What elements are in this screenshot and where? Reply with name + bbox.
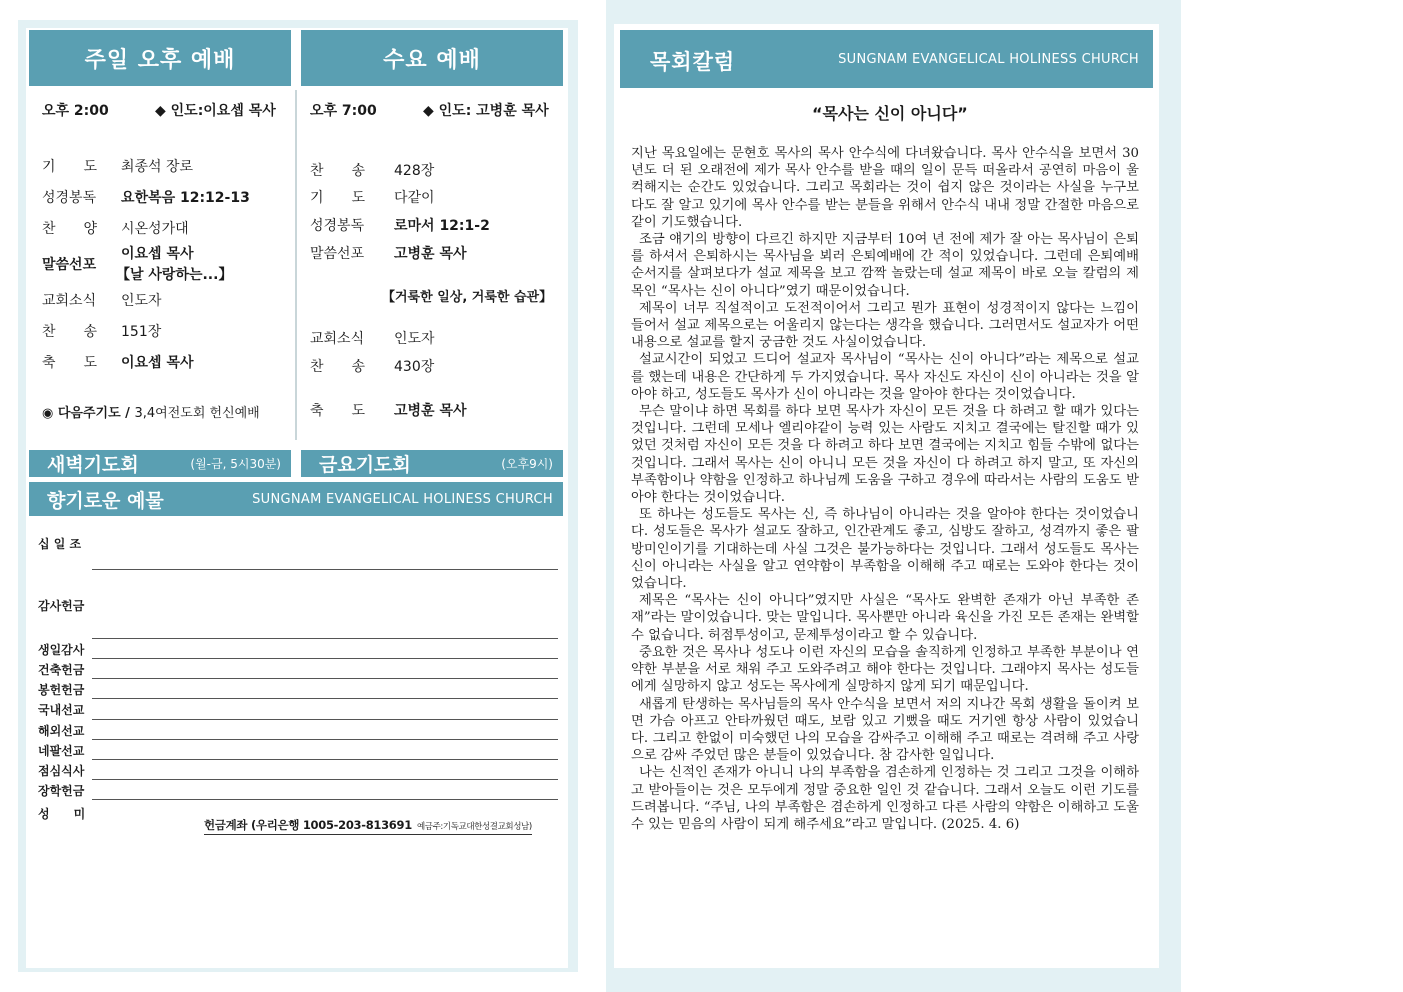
- order-value: 428장: [394, 163, 435, 179]
- friday-prayer-title: 금요기도회: [319, 454, 411, 476]
- order-label: 말씀선포: [310, 246, 365, 262]
- offering-label: 해외선교: [38, 724, 85, 738]
- offering-line: [92, 678, 558, 679]
- order-value: 이요셉 목사: [121, 246, 194, 262]
- order-value: 고병훈 목사: [394, 246, 467, 262]
- wednesday-leader: ◆ 인도: 고병훈 목사: [423, 103, 549, 119]
- column-title: 목회칼럼: [650, 50, 736, 74]
- sunday-pm-time: 오후 2:00: [42, 103, 109, 119]
- order-value: 이요셉 목사: [121, 355, 194, 371]
- order-label: 성경봉독: [42, 190, 97, 206]
- sunday-pm-title: 주일 오후 예배: [84, 47, 236, 73]
- offerings-title: 향기로운 예물: [47, 489, 164, 512]
- wednesday-header: [301, 30, 563, 86]
- order-label: 교회소식: [310, 331, 365, 347]
- offering-line: [92, 719, 558, 720]
- order-value: 151장: [121, 324, 162, 340]
- order-label: 교회소식: [42, 293, 97, 309]
- friday-prayer-time: (오후9시): [501, 457, 553, 471]
- offering-label: 네팔선교: [38, 744, 85, 758]
- order-label: 기 도: [42, 159, 98, 175]
- order-value: 고병훈 목사: [394, 403, 467, 419]
- column-headline: “목사는 신이 아니다”: [812, 104, 968, 123]
- offering-label: 건축헌금: [38, 663, 85, 677]
- column-paragraph: 제목은 “목사는 신이 아니다”였지만 사실은 “목사도 완벽한 존재가 아닌 부족한 존재”라는 말이었습니다. 맞는 말입니다. 목사뿐만 아니라 육신을 가진 모든 존재는 완벽할 수 없습니다. 허점투성이고, 문제투성이라고 할 수 있습니다.: [631, 593, 1139, 643]
- order-label: 찬 송: [310, 359, 366, 375]
- column-paragraph: 설교시간이 되었고 드디어 설교자 목사님이 “목사는 신이 아니다”라는 제목으로 설교를 했는데 내용은 간단하게 두 가지였습니다. 목사 자신도 자신이 신이 아니라는 것을 알아야 하고, 성도들도 목사가 신이 아니라는 것을 알아야 한다는 것이었습니다.: [631, 352, 1139, 402]
- offering-label: 국내선교: [38, 703, 85, 717]
- order-value: 로마서 12:1-2: [394, 218, 490, 234]
- order-value: 인도자: [121, 293, 162, 309]
- offering-line: [92, 658, 558, 659]
- sunday-pm-header: [29, 30, 291, 86]
- offerings-bar: [29, 482, 563, 516]
- order-value: 최종석 장로: [121, 159, 194, 175]
- offering-line: [92, 799, 558, 800]
- order-value: 인도자: [394, 331, 435, 347]
- wednesday-time: 오후 7:00: [310, 103, 377, 119]
- friday-prayer-bar: [301, 450, 563, 477]
- account-number: 헌금계좌 (우리은행 1005-203-813691: [204, 818, 412, 832]
- column-divider: [295, 90, 297, 440]
- column-paragraph: 지난 목요일에는 문현호 목사의 목사 안수식에 다녀왔습니다. 목사 안수식을 보면서 30년도 더 된 오래전에 제가 목사 안수를 받을 때의 일이 문득 떠올라서 공연히 마음이 울컥해지는 순간도 있었습니다. 그리고 목회라는 것이 쉽지 않은 것이라는 사실을 누구보다도 잘 알고 있기에 목사 안수를 받는 분들을 위해서 안수식 내내 정말 간절한 마음으로 같이 기도했습니다.: [631, 146, 1139, 230]
- column-paragraph: 조금 얘기의 방향이 다르긴 하지만 지금부터 10여 년 전에 제가 잘 아는 목사님이 은퇴를 하셔서 은퇴하시는 목사님을 뵈러 은퇴예배에 간 적이 있었습니다. 그런데 은퇴예배 순서지를 살펴보다가 설교 제목을 보고 깜짝 놀랐는데 설교 제목이 바로 오늘 칼럼의 제목인 “목사는 신이 아니다”였기 때문이었습니다.: [631, 232, 1139, 299]
- order-label: 찬 송: [42, 324, 98, 340]
- wednesday-sermon-title: 【거룩한 일상, 거룩한 습관】: [382, 290, 553, 305]
- offering-line: [92, 739, 558, 740]
- offerings-church-name: SUNGNAM EVANGELICAL HOLINESS CHURCH: [252, 491, 553, 507]
- next-week-prayer: [42, 402, 260, 421]
- next-week-value: 3,4여전도회 헌신예배: [134, 406, 260, 421]
- offering-label: 십 일 조: [38, 537, 82, 551]
- offering-line: [92, 569, 558, 570]
- offering-label: 점심식사: [38, 764, 85, 778]
- sermon-title: 【날 사랑하는...】: [116, 267, 233, 283]
- column-paragraph: 제목이 너무 직설적이고 도전적이어서 그리고 뭔가 표현이 성경적이지 않다는 느낌이 들어서 설교 제목으로는 어울리지 않는다는 생각을 했습니다. 그러면서도 설교자가 어떤 내용으로 설교를 할지 궁금한 것도 사실이었습니다.: [631, 300, 1139, 351]
- offering-line: [92, 759, 558, 760]
- order-label: 말씀선포: [42, 257, 97, 273]
- column-church-name: SUNGNAM EVANGELICAL HOLINESS CHURCH: [838, 52, 1139, 67]
- offering-label: 봉헌헌금: [38, 683, 85, 697]
- dawn-prayer-bar: [29, 450, 291, 477]
- order-value: 430장: [394, 359, 435, 375]
- column-paragraph: 또 하나는 성도들도 목사는 신, 즉 하나님이 아니라는 것을 알아야 한다는 것이었습니다. 성도들은 목사가 설교도 잘하고, 인간관계도 좋고, 심방도 잘하고, 성격까지 좋은 팔방미인이기를 기대하는데 사실 그것은 불가능하다는 것입니다. 그래서 성도들도 목사는 신이 아니라는 사실을 알고 연약함이 부족함을 이해해 주고 때로는 도와야 한다는 것이었습니다.: [631, 507, 1139, 592]
- offering-line: [92, 698, 558, 699]
- column-paragraph: 무슨 말이냐 하면 목회를 하다 보면 목사가 자신이 모든 것을 다 하려고 할 때가 있다는 것입니다. 그런데 모세나 엘리야같이 능력 있는 사람도 지치고 결국에는 탈진할 때가 있었던 것처럼 자신이 모든 것을 다 하려고 하다 보면 결국에는 지치고 힘들 수밖에 없다는 것입니다. 그래서 목사는 신이 아니니 모든 것을 자신이 다 하려고 하지 말고, 또 자신의 부족함이나 약함을 인정하고 하나님께 도움을 구하고 경우에 따라서는 사람의 도움도 받아야 한다는 것이었습니다.: [631, 404, 1139, 506]
- offering-account: [204, 817, 532, 835]
- order-value: 시온성가대: [121, 221, 189, 237]
- order-label: 축 도: [42, 355, 98, 371]
- next-week-label: ◉ 다음주기도 /: [42, 406, 135, 421]
- column-header: [620, 30, 1153, 88]
- order-label: 성경봉독: [310, 218, 365, 234]
- order-value: 요한복음 12:12-13: [121, 190, 250, 206]
- column-paragraph: 새롭게 탄생하는 목사님들의 목사 안수식을 보면서 저의 지나간 목회 생활을 돌이켜 보면 가슴 아프고 안타까웠던 때도, 보람 있고 기뻤을 때도 거기엔 항상 사람이 있었습니다. 그리고 한없이 미숙했던 나의 모습을 감싸주고 이해해 주고 때로는 격려해 주고 사랑으로 감싸 주었던 많은 분들이 있었습니다. 참 감사한 일입니다.: [631, 696, 1139, 764]
- dawn-prayer-title: 새벽기도회: [47, 454, 139, 476]
- account-holder: 예금주:기독교대한성결교회성남): [417, 822, 532, 832]
- column-paragraph: 나는 신적인 존재가 아니니 나의 부족함을 겸손하게 인정하는 것 그리고 그것을 이해하고 받아들이는 것은 모두에게 정말 중요한 일인 것 같습니다. 그래서 오늘도 이런 기도를 드려봅니다. “주님, 나의 부족함은 겸손하게 인정하고 다른 사람의 약함은 이해하고 도울 수 있는 믿음의 사람이 되게 해주세요”라고 말입니다. (2025. 4. 6): [631, 765, 1139, 832]
- dawn-prayer-time: (월-금, 5시30분): [190, 457, 281, 471]
- column-body: [631, 145, 1139, 833]
- offering-label: 생일감사: [38, 643, 85, 657]
- sunday-pm-leader: ◆ 인도:이요셉 목사: [155, 103, 276, 119]
- order-value: 다같이: [394, 190, 435, 206]
- offering-line: [92, 638, 558, 639]
- order-label: 축 도: [310, 403, 366, 419]
- offering-label: 성 미: [38, 807, 86, 821]
- order-label: 찬 양: [42, 221, 98, 237]
- order-label: 찬 송: [310, 163, 366, 179]
- wednesday-title: 수요 예배: [383, 47, 481, 73]
- offering-line: [92, 779, 558, 780]
- offering-label: 감사헌금: [38, 599, 85, 613]
- column-paragraph: 중요한 것은 목사나 성도나 이런 자신의 모습을 솔직하게 인정하고 부족한 부분이나 연약한 부분을 서로 채워 주고 도와주려고 해야 한다는 것입니다. 그래야지 목사는 성도들에게 실망하지 않고 성도는 목사에게 실망하지 않게 되기 때문입니다.: [631, 644, 1139, 695]
- order-label: 기 도: [310, 190, 366, 206]
- offering-label: 장학헌금: [38, 784, 85, 798]
